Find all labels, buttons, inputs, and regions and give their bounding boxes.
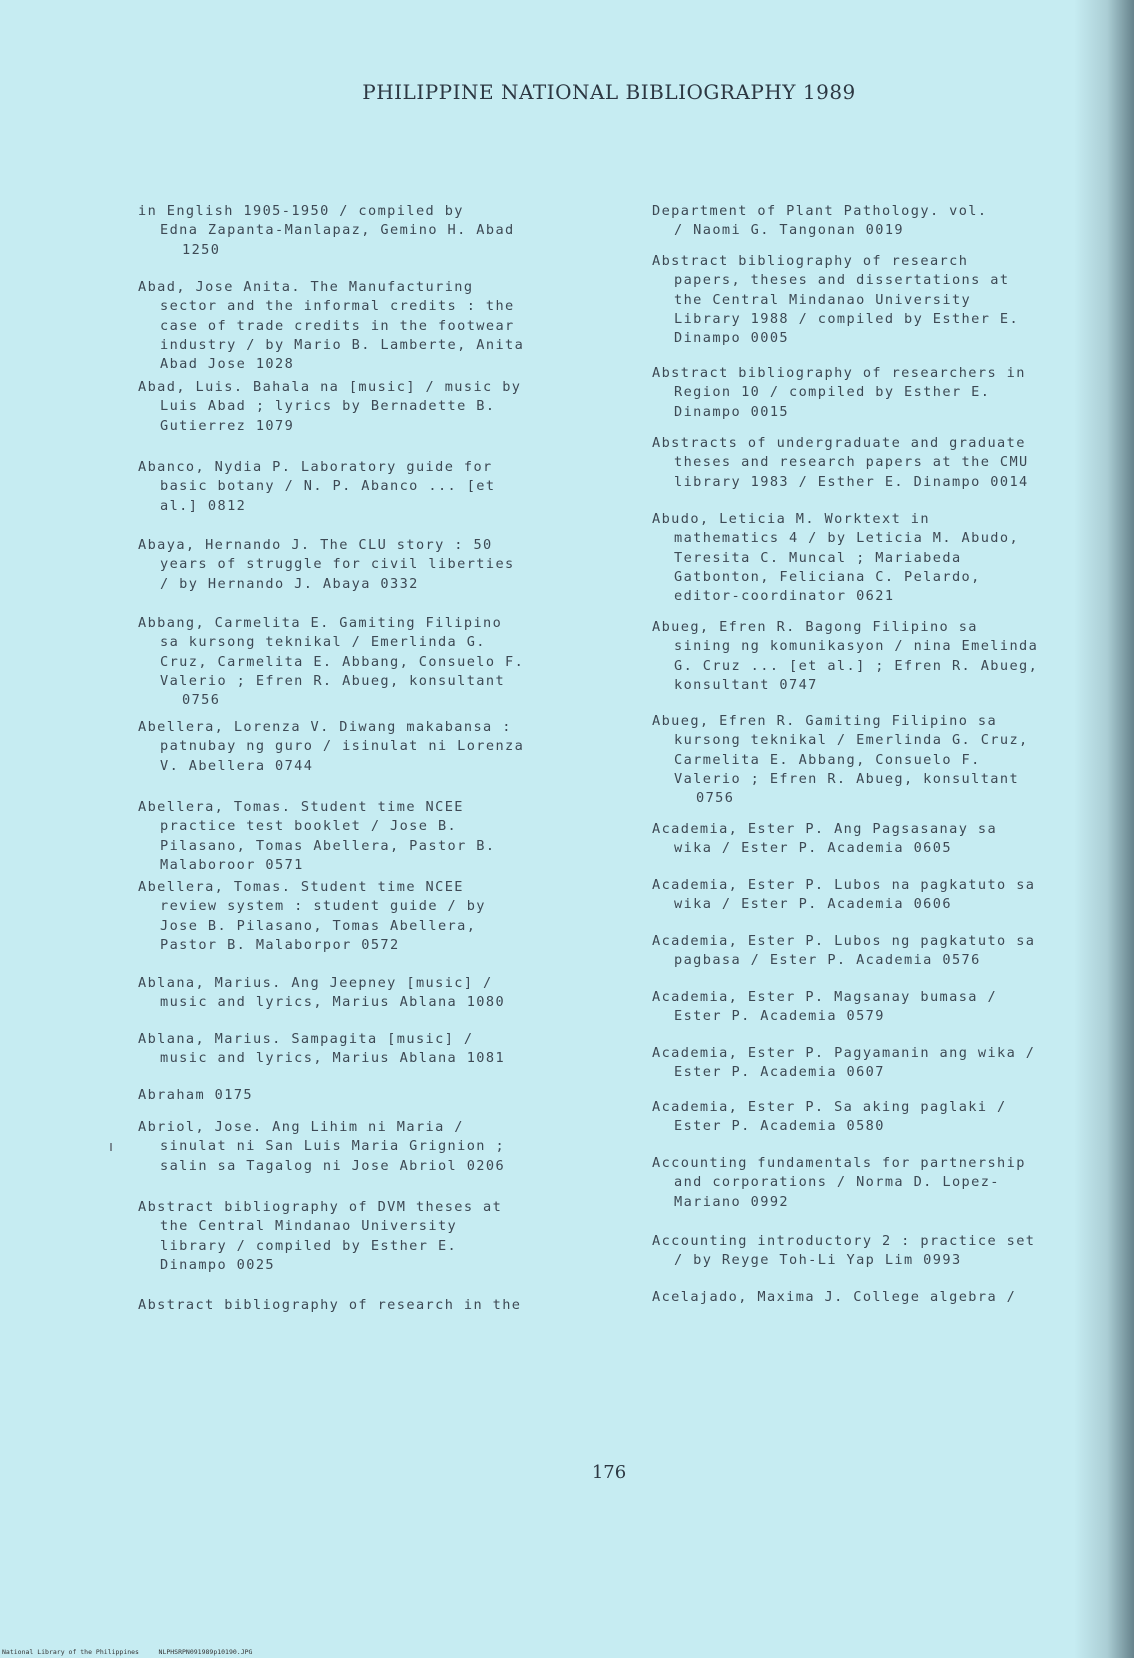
entry-continuation-line: editor-coordinator 0621 (674, 588, 895, 605)
entry-continuation-line: wika / Ester P. Academia 0605 (674, 840, 952, 857)
entry-heading-line: Abraham 0175 (138, 1087, 254, 1103)
entry-continuation-line: Teresita C. Muncal ; Mariabeda (674, 549, 962, 566)
entry-continuation-line: Pastor B. Malaborpor 0572 (160, 936, 400, 953)
page-number: 176 (591, 1462, 627, 1483)
bibliography-entry (652, 932, 1112, 971)
bibliography-entry (652, 876, 1112, 915)
entry-continuation-line: library 1983 / Esther E. Dinampo 0014 (674, 473, 1029, 490)
entry-heading-line: Academia, Ester P. Lubos ng pagkatuto sa (652, 933, 1036, 949)
entry-heading-line: Acelajado, Maxima J. College algebra / (652, 1289, 1017, 1305)
bibliography-entry (652, 1288, 1112, 1307)
entry-continuation-line: Dinampo 0005 (674, 330, 790, 347)
entry-continuation-line: library / compiled by Esther E. (160, 1237, 458, 1254)
entry-heading-line: Abbang, Carmelita E. Gamiting Filipino (138, 615, 503, 631)
entry-continuation-line: Region 10 / compiled by Esther E. (674, 384, 991, 401)
entry-heading-line: Abudo, Leticia M. Worktext in (652, 511, 930, 527)
bibliography-entry (138, 614, 618, 710)
bibliography-entry (138, 1030, 618, 1069)
entry-continuation-line: konsultant 0747 (674, 676, 818, 693)
entry-heading-line: Accounting introductory 2 : practice set (652, 1233, 1036, 1249)
bibliography-entry (652, 364, 1112, 422)
bibliography-entry (652, 510, 1112, 606)
entry-continuation-line: review system : student guide / by (160, 898, 486, 915)
bibliography-entry (652, 202, 1112, 241)
entry-heading-line: in English 1905-1950 / compiled by (138, 203, 464, 219)
entry-continuation-line: years of struggle for civil liberties (160, 556, 515, 573)
entry-continuation-line: Abad Jose 1028 (160, 356, 295, 373)
entry-heading-line: Abad, Luis. Bahala na [music] / music by (138, 379, 522, 395)
bibliography-entry (138, 202, 618, 260)
entry-continuation-line: Dinampo 0015 (674, 403, 790, 420)
entry-heading-line: Abueg, Efren R. Gamiting Filipino sa (652, 713, 998, 729)
entry-continuation-line: patnubay ng guro / isinulat ni Lorenza (160, 738, 525, 755)
bibliography-entry (138, 1198, 618, 1275)
bibliography-entry (652, 434, 1112, 492)
bibliography-entry (652, 618, 1112, 695)
entry-heading-line: Abellera, Tomas. Student time NCEE (138, 799, 464, 815)
entry-heading-line: Academia, Ester P. Sa aking paglaki / (652, 1099, 1007, 1115)
entry-continuation-line: al.] 0812 (160, 497, 247, 514)
bibliography-entry (138, 1118, 618, 1176)
bibliography-entry (652, 1232, 1112, 1271)
entry-continuation-line: case of trade credits in the footwear (160, 317, 515, 334)
entry-heading-line: Abad, Jose Anita. The Manufacturing (138, 279, 474, 295)
bibliography-entry (138, 458, 618, 516)
entry-continuation-line: sining ng komunikasyon / nina Emelinda (674, 638, 1039, 655)
entry-continuation-line: and corporations / Norma D. Lopez- (674, 1174, 1000, 1191)
entry-continuation-line: mathematics 4 / by Leticia M. Abudo, (674, 530, 1020, 547)
entry-continuation-line: Luis Abad ; lyrics by Bernadette B. (160, 398, 496, 415)
entry-continuation-line: / Naomi G. Tangonan 0019 (674, 222, 905, 239)
entry-heading-line: Ablana, Marius. Sampagita [music] / (138, 1031, 474, 1047)
bibliography-entry (652, 820, 1112, 859)
entry-continuation-line: Gutierrez 1079 (160, 417, 295, 434)
entry-continuation-line: 1250 (182, 241, 221, 258)
entry-continuation-line: Ester P. Academia 0579 (674, 1008, 885, 1025)
bibliography-entry (138, 974, 618, 1013)
entry-continuation-line: sa kursong teknikal / Emerlinda G. (160, 634, 486, 651)
entry-continuation-line: Mariano 0992 (674, 1193, 790, 1210)
entry-heading-line: Abellera, Lorenza V. Diwang makabansa : (138, 719, 512, 735)
bibliography-entry (138, 278, 618, 374)
entry-continuation-line: Ester P. Academia 0607 (674, 1064, 885, 1081)
entry-heading-line: Academia, Ester P. Magsanay bumasa / (652, 989, 998, 1005)
entry-heading-line: Department of Plant Pathology. vol. (652, 203, 988, 219)
entry-continuation-line: the Central Mindanao University (674, 291, 972, 308)
entry-heading-line: Abanco, Nydia P. Laboratory guide for (138, 459, 493, 475)
entry-continuation-line: G. Cruz ... [et al.] ; Efren R. Abueg, (674, 657, 1039, 674)
entry-continuation-line: kursong teknikal / Emerlinda G. Cruz, (674, 732, 1029, 749)
entry-heading-line: Abstract bibliography of researchers in (652, 365, 1026, 381)
entry-continuation-line: the Central Mindanao University (160, 1218, 458, 1235)
entry-continuation-line: Valerio ; Efren R. Abueg, konsultant (160, 672, 506, 689)
entry-heading-line: Abstract bibliography of DVM theses at (138, 1199, 503, 1215)
entry-heading-line: Abstract bibliography of research (652, 253, 969, 269)
entry-continuation-line: industry / by Mario B. Lamberte, Anita (160, 336, 525, 353)
bibliography-entry (138, 378, 618, 436)
entry-continuation-line: music and lyrics, Marius Ablana 1080 (160, 994, 506, 1011)
entry-heading-line: Academia, Ester P. Pagyamanin ang wika / (652, 1045, 1036, 1061)
bibliography-entry (138, 1296, 618, 1315)
entry-continuation-line: Pilasano, Tomas Abellera, Pastor B. (160, 837, 496, 854)
bibliography-entry (652, 1154, 1112, 1212)
bibliography-entry (652, 712, 1112, 808)
entry-continuation-line: papers, theses and dissertations at (674, 272, 1010, 289)
entry-heading-line: Abstracts of undergraduate and graduate (652, 435, 1026, 451)
entry-continuation-line: practice test booklet / Jose B. (160, 818, 458, 835)
entry-heading-line: Ablana, Marius. Ang Jeepney [music] / (138, 975, 493, 991)
scan-footer: National Library of the Philippines NLPHSRPN091989p10190.JPG (2, 1648, 253, 1656)
entry-continuation-line: Ester P. Academia 0580 (674, 1118, 885, 1135)
entry-continuation-line: sector and the informal credits : the (160, 298, 515, 315)
entry-continuation-line: Gatbonton, Feliciana C. Pelardo, (674, 568, 981, 585)
entry-continuation-line: Jose B. Pilasano, Tomas Abellera, (160, 917, 477, 934)
entry-heading-line: Abueg, Efren R. Bagong Filipino sa (652, 619, 978, 635)
entry-continuation-line: / by Reyge Toh-Li Yap Lim 0993 (674, 1252, 962, 1269)
entry-heading-line: Abstract bibliography of research in the (138, 1297, 522, 1313)
entry-continuation-line: music and lyrics, Marius Ablana 1081 (160, 1050, 506, 1067)
entry-continuation-line: Valerio ; Efren R. Abueg, konsultant (674, 770, 1020, 787)
entry-continuation-line: pagbasa / Ester P. Academia 0576 (674, 952, 981, 969)
entry-continuation-line: Library 1988 / compiled by Esther E. (674, 310, 1020, 327)
entry-heading-line: Academia, Ester P. Ang Pagsasanay sa (652, 821, 998, 837)
entry-continuation-line: 0756 (696, 790, 735, 807)
entry-continuation-line: theses and research papers at the CMU (674, 454, 1029, 471)
bibliography-entry (652, 1098, 1112, 1137)
entry-continuation-line: 0756 (182, 692, 221, 709)
entry-heading-line: Abriol, Jose. Ang Lihim ni Maria / (138, 1119, 464, 1135)
bibliography-entry (138, 1086, 618, 1105)
bibliography-entry (652, 252, 1112, 348)
entry-continuation-line: V. Abellera 0744 (160, 757, 314, 774)
entry-heading-line: Academia, Ester P. Lubos na pagkatuto sa (652, 877, 1036, 893)
entry-continuation-line: salin sa Tagalog ni Jose Abriol 0206 (160, 1157, 506, 1174)
entry-continuation-line: Cruz, Carmelita E. Abbang, Consuelo F. (160, 653, 525, 670)
bibliography-entry (138, 718, 618, 776)
entry-continuation-line: Carmelita E. Abbang, Consuelo F. (674, 751, 981, 768)
entry-continuation-line: Malaboroor 0571 (160, 856, 304, 873)
entry-heading-line: Abellera, Tomas. Student time NCEE (138, 879, 464, 895)
entry-continuation-line: Dinampo 0025 (160, 1256, 276, 1273)
entry-heading-line: Accounting fundamentals for partnership (652, 1155, 1026, 1171)
bibliography-entry (138, 878, 618, 955)
bibliography-entry (138, 798, 618, 875)
margin-mark (110, 1143, 112, 1151)
bibliography-entry (652, 1044, 1112, 1083)
entry-heading-line: Abaya, Hernando J. The CLU story : 50 (138, 537, 493, 553)
bibliography-entry (138, 536, 618, 594)
entry-continuation-line: wika / Ester P. Academia 0606 (674, 896, 952, 913)
entry-continuation-line: Edna Zapanta-Manlapaz, Gemino H. Abad (160, 222, 515, 239)
page-title: PHILIPPINE NATIONAL BIBLIOGRAPHY 1989 (362, 80, 856, 104)
entry-continuation-line: / by Hernando J. Abaya 0332 (160, 575, 419, 592)
entry-continuation-line: sinulat ni San Luis Maria Grignion ; (160, 1138, 506, 1155)
entry-continuation-line: basic botany / N. P. Abanco ... [et (160, 478, 496, 495)
bibliography-entry (652, 988, 1112, 1027)
